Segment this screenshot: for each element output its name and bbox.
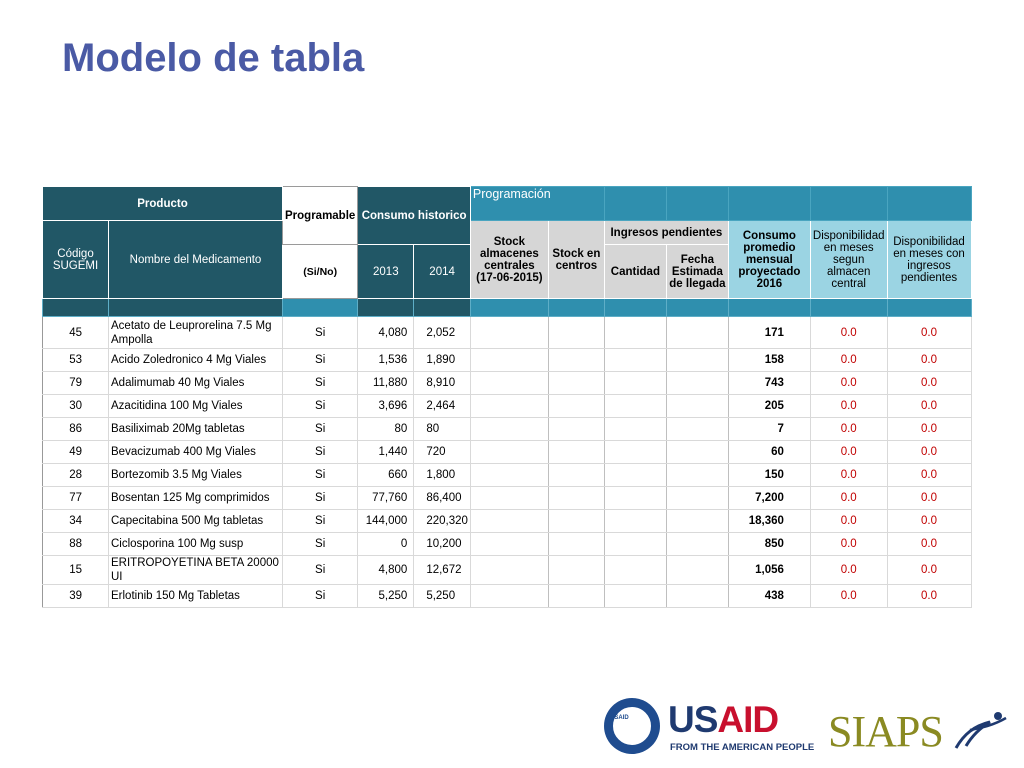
row-cantidad [604, 510, 666, 533]
header-disponibilidad-central: Disponibilidad en meses segun almacen central [810, 221, 887, 299]
table-row [43, 418, 972, 441]
header-ingresos-pendientes: Ingresos pendientes [604, 221, 728, 245]
row-cantidad [604, 395, 666, 418]
table-row [43, 395, 972, 418]
row-fecha-llegada [666, 418, 728, 441]
row-programable: Si [283, 585, 358, 608]
row-stock-centrales [470, 349, 548, 372]
row-fecha-llegada [666, 556, 728, 585]
row-consumo-promedio: 18,360 [728, 510, 810, 533]
header-teal-cell [810, 187, 887, 221]
row-consumo-2014: 1,890 [414, 349, 471, 372]
row-consumo-2013: 4,800 [358, 556, 414, 585]
header-producto: Producto [43, 187, 283, 221]
row-consumo-2014: 5,250 [414, 585, 471, 608]
header-consumo-historico: Consumo historico [358, 187, 471, 245]
header-teal-cell [887, 187, 971, 221]
row-consumo-2013: 3,696 [358, 395, 414, 418]
row-fecha-llegada [666, 372, 728, 395]
row-disponibilidad-central: 0.0 [810, 418, 887, 441]
siaps-logo: SIAPS [828, 707, 943, 756]
row-name: Bortezomib 3.5 Mg Viales [109, 464, 283, 487]
row-cantidad [604, 349, 666, 372]
row-consumo-2013: 660 [358, 464, 414, 487]
row-consumo-2014: 2,464 [414, 395, 471, 418]
row-disponibilidad-central: 0.0 [810, 556, 887, 585]
table-body [43, 317, 972, 608]
row-name: Acido Zoledronico 4 Mg Viales [109, 349, 283, 372]
row-stock-centrales [470, 372, 548, 395]
row-stock-centrales [470, 317, 548, 349]
row-code: 86 [43, 418, 109, 441]
header-consumo-promedio: Consumo promedio mensual proyectado 2016 [728, 221, 810, 299]
table-row [43, 510, 972, 533]
row-name: Capecitabina 500 Mg tabletas [109, 510, 283, 533]
header-stock-centros: Stock en centros [548, 221, 604, 299]
row-stock-centrales [470, 487, 548, 510]
row-disponibilidad-ingresos: 0.0 [887, 418, 971, 441]
row-consumo-2014: 720 [414, 441, 471, 464]
table-row [43, 556, 972, 585]
row-disponibilidad-ingresos: 0.0 [887, 556, 971, 585]
row-code: 28 [43, 464, 109, 487]
row-programable: Si [283, 533, 358, 556]
row-consumo-2013: 5,250 [358, 585, 414, 608]
row-disponibilidad-ingresos: 0.0 [887, 441, 971, 464]
row-code: 30 [43, 395, 109, 418]
row-disponibilidad-central: 0.0 [810, 510, 887, 533]
row-name: Acetato de Leuprorelina 7.5 Mg Ampolla [109, 317, 283, 349]
row-consumo-2014: 10,200 [414, 533, 471, 556]
row-fecha-llegada [666, 510, 728, 533]
row-name: ERITROPOYETINA BETA 20000 UI [109, 556, 283, 585]
row-name: Erlotinib 150 Mg Tabletas [109, 585, 283, 608]
row-name: Adalimumab 40 Mg Viales [109, 372, 283, 395]
row-consumo-promedio: 150 [728, 464, 810, 487]
row-disponibilidad-ingresos: 0.0 [887, 533, 971, 556]
table-row [43, 441, 972, 464]
header-cantidad: Cantidad [604, 245, 666, 299]
header-teal-cell [728, 187, 810, 221]
usaid-wordmark: USAID [668, 699, 779, 740]
row-consumo-2013: 1,536 [358, 349, 414, 372]
table-row [43, 533, 972, 556]
row-programable: Si [283, 418, 358, 441]
header-stock-centrales: Stock almacenes centrales (17-06-2015) [470, 221, 548, 299]
table-row [43, 585, 972, 608]
row-stock-centros [548, 349, 604, 372]
header-programacion: Programación [470, 187, 604, 221]
row-name: Bevacizumab 400 Mg Viales [109, 441, 283, 464]
row-cantidad [604, 585, 666, 608]
row-consumo-promedio: 60 [728, 441, 810, 464]
header-disponibilidad-ingresos: Disponibilidad en meses con ingresos pendientes [887, 221, 971, 299]
row-programable: Si [283, 556, 358, 585]
row-disponibilidad-central: 0.0 [810, 533, 887, 556]
row-disponibilidad-central: 0.0 [810, 441, 887, 464]
row-cantidad [604, 464, 666, 487]
row-cantidad [604, 372, 666, 395]
row-disponibilidad-central: 0.0 [810, 585, 887, 608]
row-consumo-2014: 80 [414, 418, 471, 441]
row-stock-centros [548, 533, 604, 556]
row-disponibilidad-central: 0.0 [810, 317, 887, 349]
row-stock-centros [548, 510, 604, 533]
row-disponibilidad-ingresos: 0.0 [887, 349, 971, 372]
row-disponibilidad-ingresos: 0.0 [887, 395, 971, 418]
header-teal-cell [604, 187, 666, 221]
row-stock-centrales [470, 510, 548, 533]
row-fecha-llegada [666, 585, 728, 608]
header-codigo: Código SUGEMI [43, 221, 109, 299]
row-fecha-llegada [666, 533, 728, 556]
row-consumo-2013: 0 [358, 533, 414, 556]
header-si-no: (Si/No) [283, 245, 358, 299]
row-disponibilidad-central: 0.0 [810, 372, 887, 395]
row-stock-centros [548, 556, 604, 585]
row-code: 34 [43, 510, 109, 533]
row-consumo-promedio: 171 [728, 317, 810, 349]
row-disponibilidad-ingresos: 0.0 [887, 487, 971, 510]
siaps-figure-icon [950, 708, 1010, 752]
row-code: 15 [43, 556, 109, 585]
row-disponibilidad-central: 0.0 [810, 349, 887, 372]
row-code: 53 [43, 349, 109, 372]
row-stock-centros [548, 317, 604, 349]
row-name: Basiliximab 20Mg tabletas [109, 418, 283, 441]
row-consumo-promedio: 1,056 [728, 556, 810, 585]
table-row [43, 487, 972, 510]
row-fecha-llegada [666, 395, 728, 418]
header-teal-cell [666, 187, 728, 221]
row-disponibilidad-ingresos: 0.0 [887, 317, 971, 349]
row-stock-centrales [470, 441, 548, 464]
row-cantidad [604, 487, 666, 510]
row-consumo-2014: 12,672 [414, 556, 471, 585]
row-consumo-2014: 220,320 [414, 510, 471, 533]
row-consumo-2013: 77,760 [358, 487, 414, 510]
medication-table [42, 186, 972, 608]
row-stock-centros [548, 487, 604, 510]
row-stock-centros [548, 464, 604, 487]
row-consumo-promedio: 7 [728, 418, 810, 441]
row-disponibilidad-central: 0.0 [810, 395, 887, 418]
row-code: 49 [43, 441, 109, 464]
row-consumo-promedio: 7,200 [728, 487, 810, 510]
row-disponibilidad-ingresos: 0.0 [887, 585, 971, 608]
row-programable: Si [283, 372, 358, 395]
row-disponibilidad-ingresos: 0.0 [887, 464, 971, 487]
header-filler-row [43, 299, 972, 317]
row-programable: Si [283, 441, 358, 464]
row-consumo-promedio: 438 [728, 585, 810, 608]
row-cantidad [604, 317, 666, 349]
usaid-seal-icon: USAID [604, 698, 660, 754]
usaid-tagline: FROM THE AMERICAN PEOPLE [670, 742, 815, 753]
row-name: Bosentan 125 Mg comprimidos [109, 487, 283, 510]
row-consumo-promedio: 205 [728, 395, 810, 418]
row-consumo-2013: 1,440 [358, 441, 414, 464]
row-stock-centros [548, 585, 604, 608]
row-programable: Si [283, 349, 358, 372]
row-programable: Si [283, 487, 358, 510]
row-programable: Si [283, 464, 358, 487]
header-fecha-llegada: Fecha Estimada de llegada [666, 245, 728, 299]
header-nombre: Nombre del Medicamento [109, 221, 283, 299]
row-cantidad [604, 556, 666, 585]
row-consumo-2014: 2,052 [414, 317, 471, 349]
row-consumo-promedio: 743 [728, 372, 810, 395]
row-consumo-promedio: 850 [728, 533, 810, 556]
header-year-2013: 2013 [358, 245, 414, 299]
row-consumo-2013: 11,880 [358, 372, 414, 395]
header-programable: Programable [283, 187, 358, 245]
row-disponibilidad-central: 0.0 [810, 464, 887, 487]
header-year-2014: 2014 [414, 245, 471, 299]
row-cantidad [604, 533, 666, 556]
row-stock-centros [548, 418, 604, 441]
row-code: 39 [43, 585, 109, 608]
row-stock-centros [548, 395, 604, 418]
row-stock-centrales [470, 395, 548, 418]
row-stock-centrales [470, 533, 548, 556]
row-disponibilidad-ingresos: 0.0 [887, 372, 971, 395]
row-consumo-2014: 1,800 [414, 464, 471, 487]
row-code: 88 [43, 533, 109, 556]
row-consumo-2013: 144,000 [358, 510, 414, 533]
row-code: 79 [43, 372, 109, 395]
row-programable: Si [283, 510, 358, 533]
row-consumo-promedio: 158 [728, 349, 810, 372]
slide-title: Modelo de tabla [62, 36, 365, 80]
row-programable: Si [283, 317, 358, 349]
row-fecha-llegada [666, 464, 728, 487]
row-consumo-2013: 80 [358, 418, 414, 441]
row-disponibilidad-ingresos: 0.0 [887, 510, 971, 533]
usaid-logo [604, 698, 814, 758]
row-programable: Si [283, 395, 358, 418]
row-fecha-llegada [666, 441, 728, 464]
row-disponibilidad-central: 0.0 [810, 487, 887, 510]
table-row [43, 372, 972, 395]
row-consumo-2013: 4,080 [358, 317, 414, 349]
row-stock-centros [548, 441, 604, 464]
row-fecha-llegada [666, 487, 728, 510]
row-cantidad [604, 441, 666, 464]
row-name: Ciclosporina 100 Mg susp [109, 533, 283, 556]
row-cantidad [604, 418, 666, 441]
row-fecha-llegada [666, 317, 728, 349]
row-stock-centrales [470, 585, 548, 608]
row-name: Azacitidina 100 Mg Viales [109, 395, 283, 418]
table-row [43, 464, 972, 487]
row-stock-centrales [470, 418, 548, 441]
row-consumo-2014: 8,910 [414, 372, 471, 395]
row-consumo-2014: 86,400 [414, 487, 471, 510]
row-code: 77 [43, 487, 109, 510]
table-row [43, 317, 972, 349]
row-stock-centros [548, 372, 604, 395]
row-code: 45 [43, 317, 109, 349]
row-stock-centrales [470, 556, 548, 585]
row-stock-centrales [470, 464, 548, 487]
table-row [43, 349, 972, 372]
row-fecha-llegada [666, 349, 728, 372]
